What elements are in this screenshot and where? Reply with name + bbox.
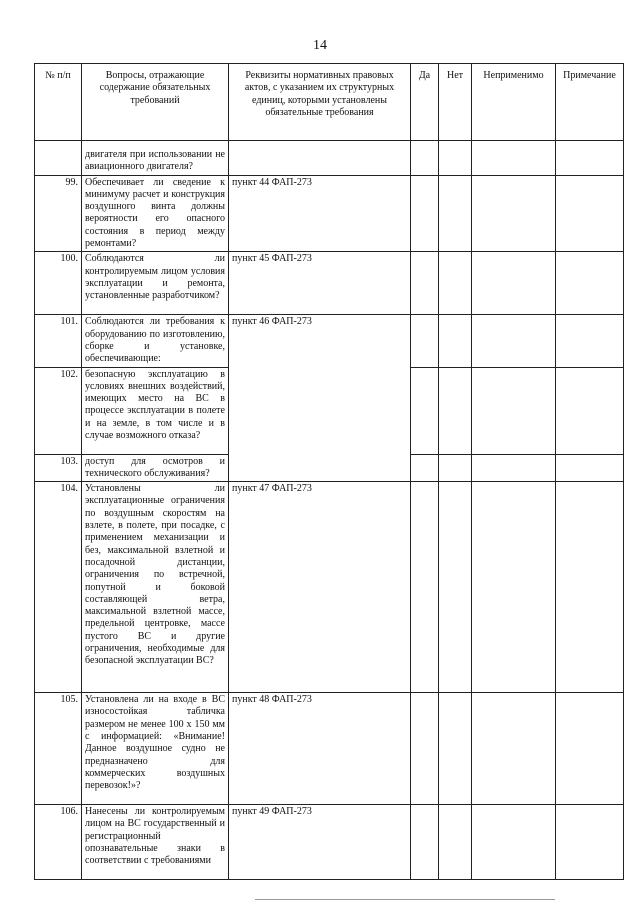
na-cell[interactable] (472, 805, 556, 880)
table-row (35, 175, 624, 252)
row-question: Установлена ли на входе в ВС износостойкая табличка размером не менее 100 х 150 мм с информацией: «Внимание! Данное воздушное судно не предназначено для коммерческих воздушных перевозок!»? (82, 693, 229, 805)
yes-cell[interactable] (411, 315, 439, 367)
no-cell[interactable] (439, 367, 472, 454)
yes-cell[interactable] (411, 175, 439, 252)
header-no: Нет (439, 64, 472, 141)
row-reference: пункт 44 ФАП-273 (229, 175, 411, 252)
table-row (35, 482, 624, 693)
row-number: 106. (35, 805, 82, 880)
row-question: доступ для осмотров и технического обслуживания? (82, 454, 229, 482)
row-number: 105. (35, 693, 82, 805)
header-row (35, 64, 624, 141)
note-cell[interactable] (556, 482, 624, 693)
yes-cell[interactable] (411, 141, 439, 176)
na-cell[interactable] (472, 454, 556, 482)
page-number: 14 (313, 38, 327, 53)
row-number: 101. (35, 315, 82, 367)
no-cell[interactable] (439, 315, 472, 367)
row-question: Установлены ли эксплуатационные ограничения по воздушным скоростям на взлете, в полете, при посадке, с применением механизации и без, максимальной взлетной и посадочной дистанции, ограничения по встречной, попутной и боковой составляющей ветра, максимальной взлетной массе, предельной центровке, массе пустого ВС и другие ограничения, необходимые для безопасной эксплуатации ВС? (82, 482, 229, 693)
row-question: Обеспечивает ли сведение к минимуму расчет и конструкция воздушного винта должны вероятности его опасного состояния в период между ремонтами? (82, 175, 229, 252)
note-cell[interactable] (556, 315, 624, 367)
row-question: Соблюдаются ли требования к оборудованию по изготовлению, сборке и установке, обеспечивающие: (82, 315, 229, 367)
table-row (35, 693, 624, 805)
row-reference (229, 141, 411, 176)
na-cell[interactable] (472, 252, 556, 315)
row-reference: пункт 49 ФАП-273 (229, 805, 411, 880)
table-row (35, 141, 624, 176)
table-row (35, 805, 624, 880)
no-cell[interactable] (439, 175, 472, 252)
row-reference: пункт 45 ФАП-273 (229, 252, 411, 315)
row-question: безопасную эксплуатацию в условиях внешних воздействий, имеющих место на ВС в процессе эксплуатации в полете и на земле, в том числе и в случае возможного отказа? (82, 367, 229, 454)
row-question: двигателя при использовании не авиационного двигателя? (82, 141, 229, 176)
table-row (35, 315, 624, 367)
row-reference: пункт 46 ФАП-273 (229, 315, 411, 482)
requirements-table (34, 63, 624, 880)
no-cell[interactable] (439, 454, 472, 482)
note-cell[interactable] (556, 252, 624, 315)
note-cell[interactable] (556, 141, 624, 176)
bottom-edge-line (255, 899, 555, 900)
note-cell[interactable] (556, 805, 624, 880)
row-number: 100. (35, 252, 82, 315)
na-cell[interactable] (472, 315, 556, 367)
yes-cell[interactable] (411, 482, 439, 693)
header-yes: Да (411, 64, 439, 141)
header-na: Неприменимо (472, 64, 556, 141)
header-question: Вопросы, отражающие содержание обязательных требований (82, 64, 229, 141)
row-reference: пункт 48 ФАП-273 (229, 693, 411, 805)
row-number (35, 141, 82, 176)
na-cell[interactable] (472, 693, 556, 805)
yes-cell[interactable] (411, 252, 439, 315)
na-cell[interactable] (472, 482, 556, 693)
na-cell[interactable] (472, 367, 556, 454)
no-cell[interactable] (439, 252, 472, 315)
table-row (35, 252, 624, 315)
no-cell[interactable] (439, 693, 472, 805)
note-cell[interactable] (556, 367, 624, 454)
row-number: 99. (35, 175, 82, 252)
no-cell[interactable] (439, 482, 472, 693)
note-cell[interactable] (556, 175, 624, 252)
row-question: Соблюдаются ли контролируемым лицом условия эксплуатации и ремонта, установленные разработчиком? (82, 252, 229, 315)
na-cell[interactable] (472, 141, 556, 176)
no-cell[interactable] (439, 141, 472, 176)
no-cell[interactable] (439, 805, 472, 880)
yes-cell[interactable] (411, 693, 439, 805)
yes-cell[interactable] (411, 454, 439, 482)
na-cell[interactable] (472, 175, 556, 252)
yes-cell[interactable] (411, 367, 439, 454)
row-number: 104. (35, 482, 82, 693)
row-number: 102. (35, 367, 82, 454)
row-number: 103. (35, 454, 82, 482)
row-reference: пункт 47 ФАП-273 (229, 482, 411, 693)
header-num: № п/п (35, 64, 82, 141)
header-note: Примечание (556, 64, 624, 141)
note-cell[interactable] (556, 693, 624, 805)
row-question: Нанесены ли контролируемым лицом на ВС государственный и регистрационный опознавательные знаки в соответствии с требованиями (82, 805, 229, 880)
note-cell[interactable] (556, 454, 624, 482)
yes-cell[interactable] (411, 805, 439, 880)
header-reference: Реквизиты нормативных правовых актов, с указанием их структурных единиц, которыми установлены обязательные требования (229, 64, 411, 141)
